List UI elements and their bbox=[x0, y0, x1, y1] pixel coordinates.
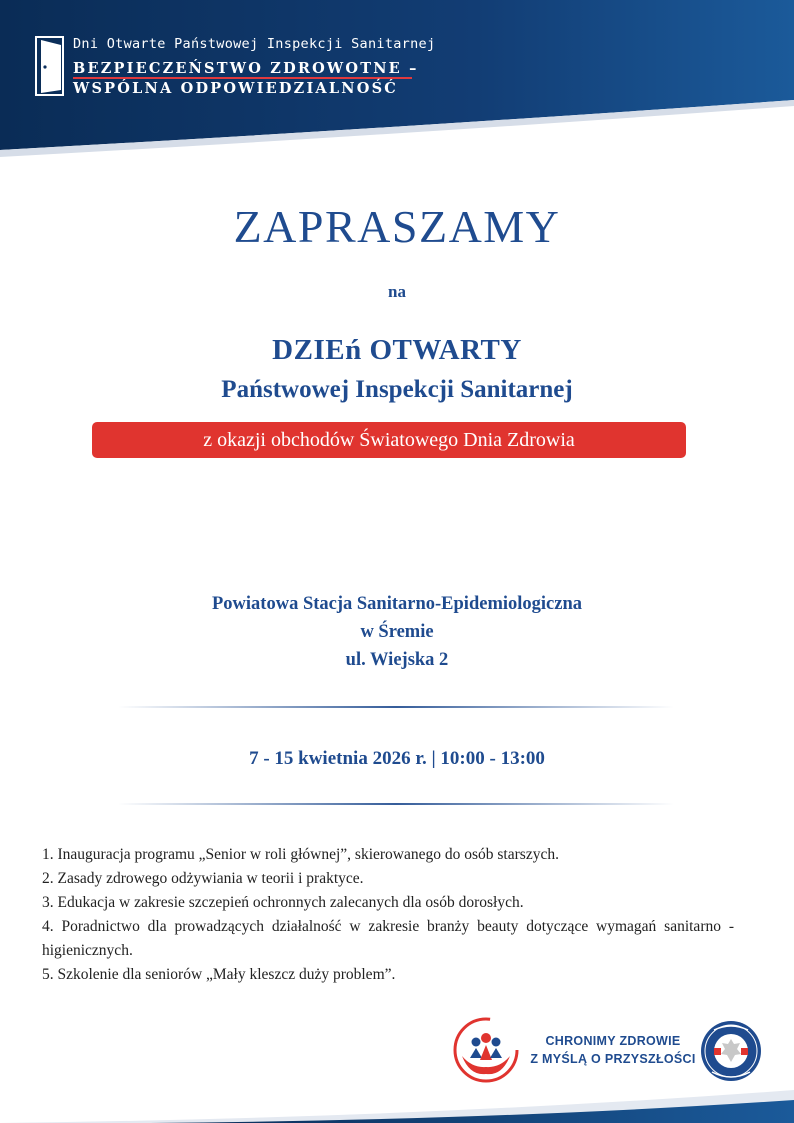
divider-top bbox=[118, 706, 674, 708]
program-list bbox=[42, 843, 734, 987]
program-item: 3. Edukacja w zakresie szczepień ochronnych zalecanych dla osób dorosłych. bbox=[42, 894, 524, 911]
door-icon bbox=[35, 36, 65, 96]
divider-bottom bbox=[118, 803, 674, 805]
date-time: 7 - 15 kwietnia 2026 r. | 10:00 - 13:00 bbox=[249, 748, 545, 769]
slogan-line2: Z MYŚLĄ O PRZYSZŁOŚCI bbox=[530, 1052, 696, 1066]
header-event-name: Dni Otwarte Państwowej Inspekcji Sanitarnej bbox=[73, 36, 436, 52]
slogan bbox=[528, 1032, 698, 1068]
event-title: DZIEń OTWARTY bbox=[272, 334, 522, 366]
address-street: ul. Wiejska 2 bbox=[345, 650, 449, 670]
headline: ZAPRASZAMY bbox=[233, 201, 561, 252]
na-text: na bbox=[388, 282, 406, 301]
header-motto-line1: BEZPIECZEŃSTWO ZDROWOTNE – bbox=[73, 60, 419, 77]
people-hands-logo-icon bbox=[452, 1016, 520, 1084]
program-item: 1. Inauguracja programu „Senior w roli głównej”, skierowanego do osób starszych. bbox=[42, 846, 559, 863]
program-item: 4. Poradnictwo dla prowadzących działalność w zakresie branży beauty dotyczące wymagań sanitarno - higienicznych. bbox=[42, 918, 734, 959]
slogan-line1: CHRONIMY ZDROWIE bbox=[545, 1034, 681, 1048]
address-institution: Powiatowa Stacja Sanitarno-Epidemiologiczna bbox=[212, 594, 582, 614]
pis-seal-logo-icon bbox=[700, 1020, 762, 1082]
address-city: w Śremie bbox=[360, 622, 434, 642]
footer-swoosh bbox=[0, 1060, 794, 1123]
program-item: 5. Szkolenie dla seniorów „Mały kleszcz duży problem”. bbox=[42, 966, 396, 983]
program-item: 2. Zasady zdrowego odżywiania w teorii i praktyce. bbox=[42, 870, 364, 887]
event-subtitle: Państwowej Inspekcji Sanitarnej bbox=[221, 376, 573, 403]
occasion-banner: z okazji obchodów Światowego Dnia Zdrowia bbox=[92, 422, 686, 458]
header-red-underline bbox=[73, 77, 412, 79]
header-motto-line2: WSPÓLNA ODPOWIEDZIALNOŚĆ bbox=[73, 80, 398, 97]
